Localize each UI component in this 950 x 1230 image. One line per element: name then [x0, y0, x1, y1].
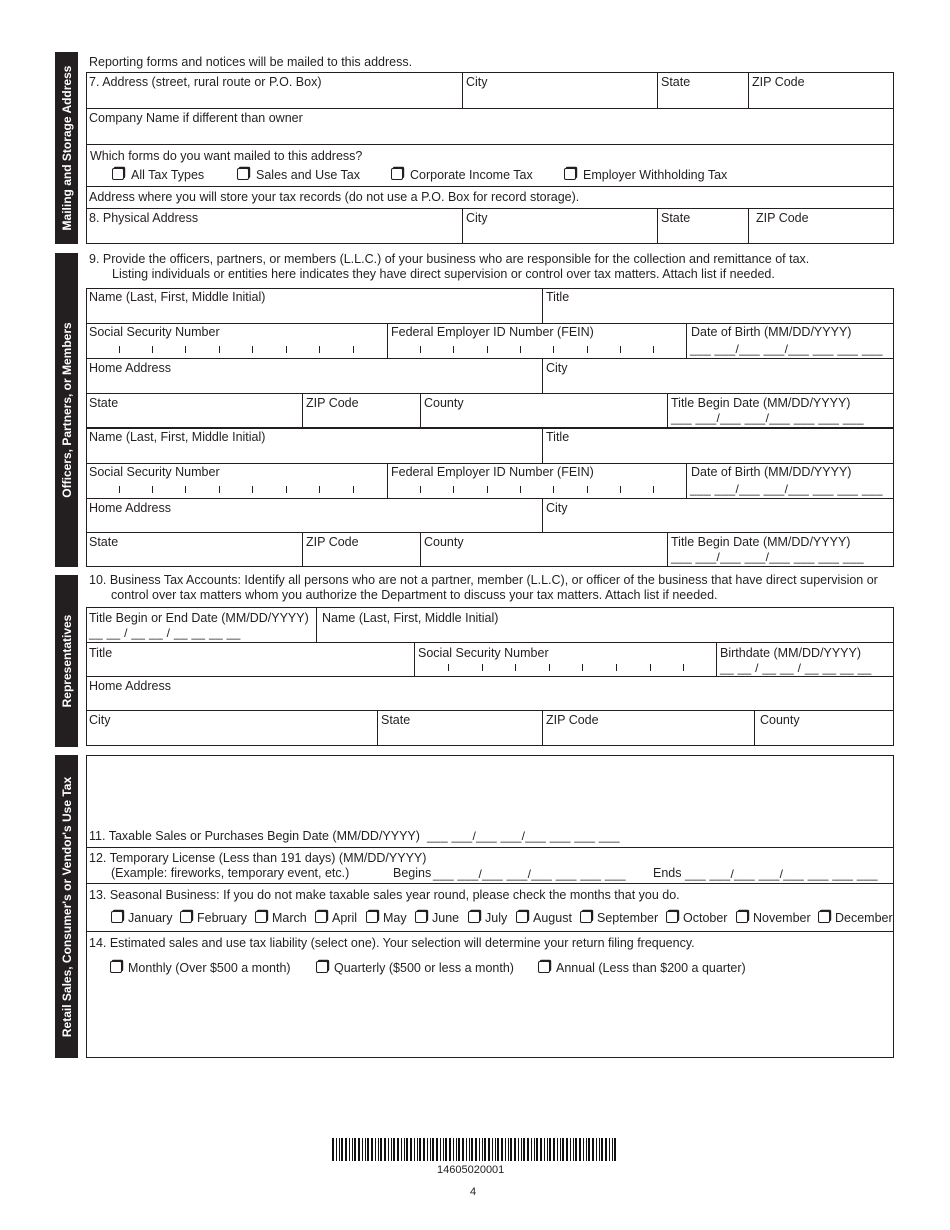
- ends-date-field[interactable]: ___ ___/___ ___/___ ___ ___ ___: [685, 867, 878, 881]
- q12-label: 12. Temporary License (Less than 191 days) (MM/DD/YYYY): [89, 851, 427, 865]
- begins-label: Begins: [393, 866, 432, 880]
- state-field[interactable]: State: [661, 75, 691, 89]
- checkbox-employer-withholding-tax[interactable]: [564, 168, 576, 180]
- officer1-fein-field[interactable]: Federal Employer ID Number (FEIN): [391, 325, 594, 339]
- checkbox-month-december[interactable]: [818, 911, 830, 923]
- officer2-fein-digit-ticks: [387, 486, 686, 493]
- frequency-label: Quarterly ($500 or less a month): [334, 961, 514, 975]
- option-label: Corporate Income Tax: [410, 168, 533, 182]
- officer1-title-begin-blank: ___ ___/___ ___/___ ___ ___ ___: [671, 411, 864, 425]
- rep-title-date-blank: __ __ / __ __ / __ __ __ __: [89, 626, 241, 640]
- q14-label: 14. Estimated sales and use tax liability (select one). Your selection will determine your return filing frequency.: [89, 936, 695, 950]
- checkbox-monthly[interactable]: [110, 961, 122, 973]
- month-label: May: [383, 911, 407, 925]
- officer2-home-address-field[interactable]: Home Address: [89, 501, 171, 515]
- rep-home-address-field[interactable]: Home Address: [89, 679, 171, 693]
- checkbox-month-may[interactable]: [366, 911, 378, 923]
- officers-intro-line2: Listing individuals or entities here indicates they have direct supervision or control over tax matters. Attach list if needed.: [112, 267, 775, 281]
- month-label: July: [485, 911, 508, 925]
- checkbox-month-september[interactable]: [580, 911, 592, 923]
- reps-intro-line2: control over tax matters whom you authorize the Department to discuss your tax matters. Attach list if needed.: [111, 588, 718, 602]
- officers-intro-line1: 9. Provide the officers, partners, or members (L.L.C.) of your business who are responsible for the collection and remittance of tax.: [89, 252, 810, 266]
- checkbox-month-february[interactable]: [180, 911, 192, 923]
- q13-label: 13. Seasonal Business: If you do not make taxable sales year round, please check the months that you do.: [89, 888, 680, 902]
- rep-ssn-field[interactable]: Social Security Number: [418, 646, 549, 660]
- rep-title-date-field[interactable]: Title Begin or End Date (MM/DD/YYYY): [89, 611, 309, 625]
- officer1-title-begin-field[interactable]: Title Begin Date (MM/DD/YYYY): [671, 396, 851, 410]
- officer1-dob-field[interactable]: Date of Birth (MM/DD/YYYY): [691, 325, 852, 339]
- zip-field[interactable]: ZIP Code: [752, 75, 805, 89]
- officer2-title-begin-field[interactable]: Title Begin Date (MM/DD/YYYY): [671, 535, 851, 549]
- rep-county-field[interactable]: County: [760, 713, 800, 727]
- sidebar-retail-label: Retail Sales, Consumer's or Vendor's Use Tax: [59, 776, 74, 1037]
- officer2-dob-field[interactable]: Date of Birth (MM/DD/YYYY): [691, 465, 852, 479]
- sidebar-representatives-label: Representatives: [59, 614, 74, 708]
- rep-name-field[interactable]: Name (Last, First, Middle Initial): [322, 611, 499, 625]
- q12-example: (Example: fireworks, temporary event, etc.): [111, 866, 350, 880]
- checkbox-all-tax-types[interactable]: [112, 168, 124, 180]
- sidebar-officers: [55, 253, 78, 567]
- checkbox-annual[interactable]: [538, 961, 550, 973]
- checkbox-month-november[interactable]: [736, 911, 748, 923]
- checkbox-month-october[interactable]: [666, 911, 678, 923]
- officer1-fein-digit-ticks: [387, 346, 686, 353]
- checkbox-month-january[interactable]: [111, 911, 123, 923]
- officer2-zip-field[interactable]: ZIP Code: [306, 535, 359, 549]
- option-label: All Tax Types: [131, 168, 205, 182]
- month-label: December: [835, 911, 893, 925]
- officer1-county-field[interactable]: County: [424, 396, 464, 410]
- officer1-dob-blank: ___ ___/___ ___/___ ___ ___ ___: [690, 342, 883, 356]
- rep-ssn-digit-ticks: [414, 664, 716, 671]
- officer1-name-field[interactable]: Name (Last, First, Middle Initial): [89, 290, 266, 304]
- checkbox-month-august[interactable]: [516, 911, 528, 923]
- month-label: October: [683, 911, 728, 925]
- page-number: 4: [470, 1186, 477, 1198]
- officer2-name-field[interactable]: Name (Last, First, Middle Initial): [89, 430, 266, 444]
- officer2-ssn-field[interactable]: Social Security Number: [89, 465, 220, 479]
- officer2-state-field[interactable]: State: [89, 535, 119, 549]
- checkbox-month-july[interactable]: [468, 911, 480, 923]
- month-label: March: [272, 911, 307, 925]
- sidebar-officers-label: Officers, Partners, or Members: [59, 322, 74, 498]
- reps-intro-line1: 10. Business Tax Accounts: Identify all persons who are not a partner, member (L.L.C), or officer of the business that have direct supervision or: [89, 573, 878, 587]
- checkbox-month-march[interactable]: [255, 911, 267, 923]
- officer2-ssn-digit-ticks: [86, 486, 386, 493]
- rep-state-field[interactable]: State: [381, 713, 411, 727]
- physical-zip-field[interactable]: ZIP Code: [756, 211, 809, 225]
- checkbox-quarterly[interactable]: [316, 961, 328, 973]
- month-label: June: [432, 911, 460, 925]
- barcode: [332, 1138, 617, 1161]
- month-label: August: [533, 911, 572, 925]
- physical-city-field[interactable]: City: [466, 211, 488, 225]
- month-label: January: [128, 911, 173, 925]
- physical-address-field[interactable]: 8. Physical Address: [89, 211, 199, 225]
- sidebar-retail: [55, 755, 78, 1058]
- rep-title-field[interactable]: Title: [89, 646, 113, 660]
- storage-intro: Address where you will store your tax records (do not use a P.O. Box for record storage).: [89, 190, 580, 204]
- officer2-title-field[interactable]: Title: [546, 430, 570, 444]
- sidebar-representatives: [55, 575, 78, 747]
- month-label: September: [597, 911, 659, 925]
- frequency-label: Monthly (Over $500 a month): [128, 961, 291, 975]
- mailing-intro: Reporting forms and notices will be mailed to this address.: [89, 55, 413, 69]
- city-field[interactable]: City: [466, 75, 488, 89]
- checkbox-month-april[interactable]: [315, 911, 327, 923]
- checkbox-sales-use-tax[interactable]: [237, 168, 249, 180]
- officer1-ssn-field[interactable]: Social Security Number: [89, 325, 220, 339]
- officer2-county-field[interactable]: County: [424, 535, 464, 549]
- checkbox-corporate-income-tax[interactable]: [391, 168, 403, 180]
- officer1-state-field[interactable]: State: [89, 396, 119, 410]
- option-label: Employer Withholding Tax: [583, 168, 728, 182]
- company-name-field[interactable]: Company Name if different than owner: [89, 111, 303, 125]
- rep-city-field[interactable]: City: [89, 713, 111, 727]
- month-label: November: [753, 911, 811, 925]
- rep-zip-field[interactable]: ZIP Code: [546, 713, 599, 727]
- officer1-city-field[interactable]: City: [546, 361, 568, 375]
- checkbox-month-june[interactable]: [415, 911, 427, 923]
- officer1-home-address-field[interactable]: Home Address: [89, 361, 171, 375]
- q11-label: 11. Taxable Sales or Purchases Begin Date (MM/DD/YYYY): [89, 829, 420, 843]
- address-field[interactable]: 7. Address (street, rural route or P.O. Box): [89, 75, 322, 89]
- month-label: February: [197, 911, 248, 925]
- officer1-title-field[interactable]: Title: [546, 290, 570, 304]
- physical-state-field[interactable]: State: [661, 211, 691, 225]
- option-label: Sales and Use Tax: [256, 168, 360, 182]
- q11-date-field[interactable]: ___ ___/___ ___/___ ___ ___ ___: [427, 829, 620, 843]
- rep-birthdate-field[interactable]: Birthdate (MM/DD/YYYY): [720, 646, 862, 660]
- sidebar-mailing: [55, 52, 78, 244]
- officer1-ssn-digit-ticks: [86, 346, 386, 353]
- begins-date-field[interactable]: ___ ___/___ ___/___ ___ ___ ___: [433, 867, 626, 881]
- forms-question: Which forms do you want mailed to this address?: [90, 149, 363, 163]
- sidebar-mailing-label: Mailing and Storage Address: [59, 65, 74, 231]
- retail-box: [86, 755, 894, 1058]
- officer2-fein-field[interactable]: Federal Employer ID Number (FEIN): [391, 465, 594, 479]
- frequency-label: Annual (Less than $200 a quarter): [556, 961, 746, 975]
- ends-label: Ends: [653, 866, 682, 880]
- officer2-title-begin-blank: ___ ___/___ ___/___ ___ ___ ___: [671, 550, 864, 564]
- rep-birthdate-blank: __ __ / __ __ / __ __ __ __: [720, 661, 872, 675]
- barcode-number: 14605020001: [437, 1164, 505, 1176]
- officer2-city-field[interactable]: City: [546, 501, 568, 515]
- officer1-zip-field[interactable]: ZIP Code: [306, 396, 359, 410]
- month-label: April: [332, 911, 358, 925]
- officer2-dob-blank: ___ ___/___ ___/___ ___ ___ ___: [690, 482, 883, 496]
